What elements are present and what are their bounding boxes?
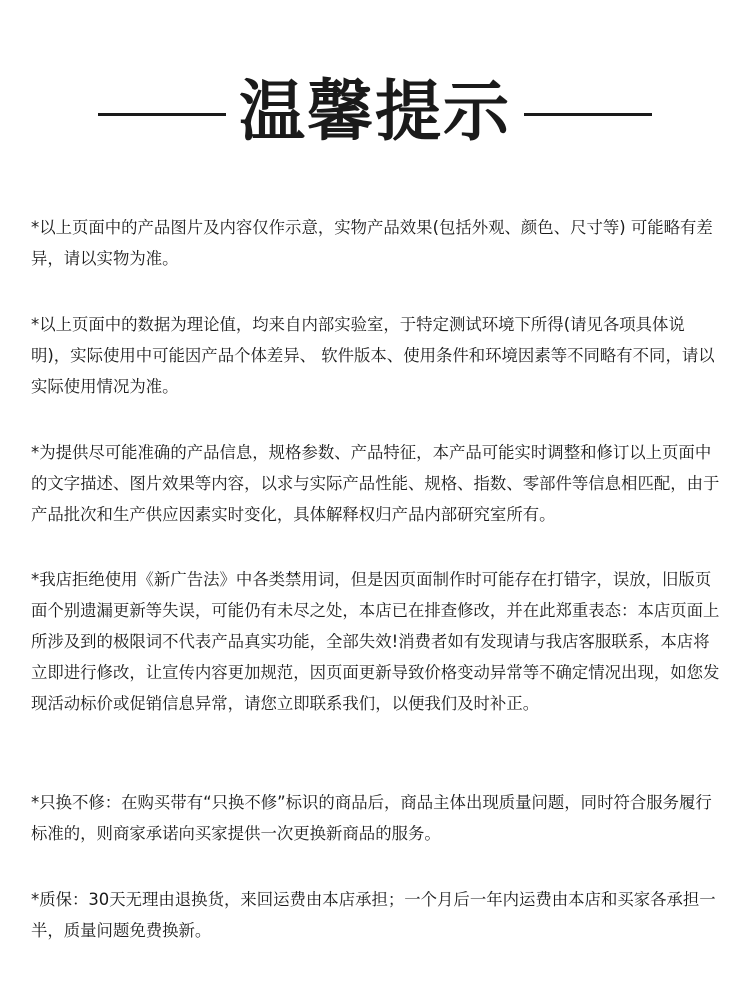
title-divider-right — [524, 113, 652, 116]
notice-product-info-updates: *为提供尽可能准确的产品信息，规格参数、产品特征，本产品可能实时调整和修订以上页面中的文字描述、图片效果等内容，以求与实际产品性能、规格、指数、零部件等信息相匹配，由于产品批次和生产供应因素实时变化，具体解释权归产品内部研究室所有。 — [31, 443, 720, 524]
notice-replace-not-repair: *只换不修：在购买带有“只换不修”标识的商品后，商品主体出现质量问题，同时符合服务履行标准的，则商家承诺向买家提供一次更换新商品的服务。 — [31, 793, 712, 843]
header — [0, 70, 750, 154]
page-title: 温馨提示 — [239, 73, 511, 150]
notice-advertising-law: *我店拒绝使用《新广告法》中各类禁用词，但是因页面制作时可能存在打错字，误放，旧版页面个别遗漏更新等失误，可能仍有未尽之处，本店已在排查修改，并在此郑重表态：本店页面上所涉及到的极限词不代表产品真实功能，全部失效!消费者如有发现请与我店客服联系，本店将立即进行修改，让宣传内容更加规范，因页面更新导致价格变动异常等不确定情况出现，如您发现活动标价或促销信息异常，请您立即联系我们，以便我们及时补正。 — [31, 570, 720, 713]
notice-theoretical-data: *以上页面中的数据为理论值，均来自内部实验室，于特定测试环境下所得(请见各项具体说明)，实际使用中可能因产品个体差异、 软件版本、使用条件和环境因素等不同略有不同，请以实际使用情况为准。 — [31, 315, 715, 396]
notice-product-images: *以上页面中的产品图片及内容仅作示意，实物产品效果(包括外观、颜色、尺寸等) 可能略有差异，请以实物为准。 — [31, 218, 713, 268]
notice-warranty: *质保：30天无理由退换货，来回运费由本店承担；一个月后一年内运费由本店和买家各承担一半，质量问题免费换新。 — [31, 890, 716, 940]
title-divider-left — [98, 113, 226, 116]
